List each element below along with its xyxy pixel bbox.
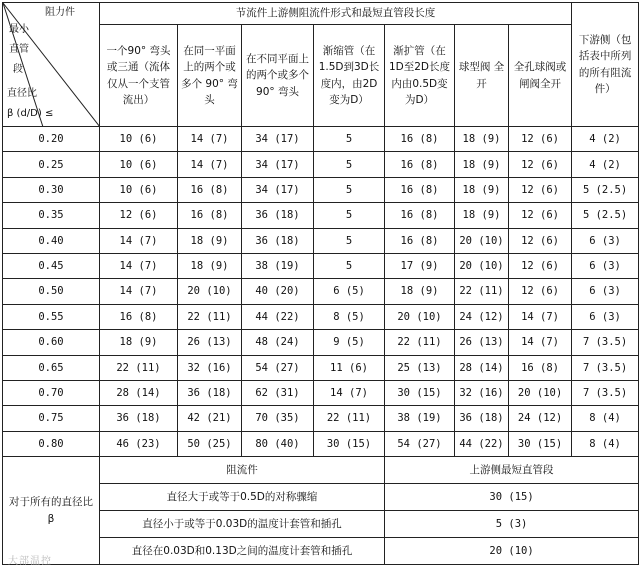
value-cell: 16 (8)	[385, 127, 455, 152]
value-cell: 9 (5)	[314, 330, 385, 355]
value-cell: 12 (6)	[509, 152, 572, 177]
value-cell: 5	[314, 203, 385, 228]
value-cell: 26 (13)	[455, 330, 509, 355]
value-cell: 18 (9)	[455, 152, 509, 177]
value-cell: 10 (6)	[100, 127, 178, 152]
table-row	[3, 177, 639, 202]
value-cell: 30 (15)	[509, 431, 572, 456]
value-cell: 12 (6)	[509, 127, 572, 152]
straight-pipe-table	[2, 2, 639, 565]
value-cell: 24 (12)	[455, 304, 509, 329]
value-cell: 20 (10)	[178, 279, 242, 304]
value-cell: 11 (6)	[314, 355, 385, 380]
value-cell: 4 (2)	[572, 152, 639, 177]
value-cell: 4 (2)	[572, 127, 639, 152]
value-cell: 16 (8)	[385, 177, 455, 202]
value-cell: 18 (9)	[455, 203, 509, 228]
beta-cell: 0.75	[3, 406, 100, 431]
value-cell: 12 (6)	[509, 279, 572, 304]
value-cell: 20 (10)	[455, 228, 509, 253]
value-cell: 5 (2.5)	[572, 203, 639, 228]
corner-label-beta: β (d/D) ≤	[7, 108, 54, 119]
beta-cell: 0.40	[3, 228, 100, 253]
value-cell: 12 (6)	[509, 203, 572, 228]
beta-cell: 0.45	[3, 253, 100, 278]
beta-cell: 0.30	[3, 177, 100, 202]
value-cell: 17 (9)	[385, 253, 455, 278]
value-cell: 16 (8)	[100, 304, 178, 329]
value-cell: 18 (9)	[178, 253, 242, 278]
value-cell: 12 (6)	[509, 253, 572, 278]
value-cell: 34 (17)	[242, 127, 314, 152]
value-cell: 36 (18)	[100, 406, 178, 431]
value-cell: 14 (7)	[509, 330, 572, 355]
value-cell: 14 (7)	[100, 228, 178, 253]
value-cell: 20 (10)	[455, 253, 509, 278]
value-cell: 28 (14)	[100, 380, 178, 405]
value-cell: 5	[314, 177, 385, 202]
value-cell: 18 (9)	[455, 177, 509, 202]
value-cell: 14 (7)	[178, 127, 242, 152]
table-row	[3, 330, 639, 355]
table-row	[3, 127, 639, 152]
value-cell: 14 (7)	[509, 304, 572, 329]
value-cell: 34 (17)	[242, 177, 314, 202]
value-cell: 14 (7)	[100, 279, 178, 304]
value-cell: 24 (12)	[509, 406, 572, 431]
beta-cell: 0.20	[3, 127, 100, 152]
value-cell: 6 (3)	[572, 304, 639, 329]
bottom-value: 30 (15)	[385, 484, 639, 511]
col-header-6: 球型阀 全开	[455, 25, 509, 127]
value-cell: 25 (13)	[385, 355, 455, 380]
value-cell: 16 (8)	[178, 203, 242, 228]
value-cell: 5	[314, 152, 385, 177]
bottom-item: 直径大于或等于0.5D的对称骤缩	[100, 484, 385, 511]
value-cell: 10 (6)	[100, 177, 178, 202]
beta-cell: 0.65	[3, 355, 100, 380]
value-cell: 36 (18)	[178, 380, 242, 405]
value-cell: 22 (11)	[100, 355, 178, 380]
value-cell: 34 (17)	[242, 152, 314, 177]
value-cell: 7 (3.5)	[572, 355, 639, 380]
col-header-3: 在不同平面上的两个或多个 90° 弯头	[242, 25, 314, 127]
table-row	[3, 203, 639, 228]
value-cell: 22 (11)	[455, 279, 509, 304]
value-cell: 32 (16)	[455, 380, 509, 405]
value-cell: 18 (9)	[455, 127, 509, 152]
table-row	[3, 304, 639, 329]
value-cell: 8 (5)	[314, 304, 385, 329]
value-cell: 32 (16)	[178, 355, 242, 380]
downstream-header: 下游侧（包括表中所列的所有阻流件）	[572, 3, 639, 127]
value-cell: 18 (9)	[100, 330, 178, 355]
value-cell: 50 (25)	[178, 431, 242, 456]
corner-label-obstruction: 阻力件	[45, 7, 75, 18]
value-cell: 54 (27)	[242, 355, 314, 380]
corner-label-min: 最小	[9, 24, 29, 35]
beta-cell: 0.50	[3, 279, 100, 304]
value-cell: 20 (10)	[509, 380, 572, 405]
col-header-4: 渐缩管（在1.5D到3D长度内，由2D变为D）	[314, 25, 385, 127]
value-cell: 12 (6)	[509, 177, 572, 202]
value-cell: 18 (9)	[178, 228, 242, 253]
table-row	[3, 253, 639, 278]
value-cell: 54 (27)	[385, 431, 455, 456]
value-cell: 6 (5)	[314, 279, 385, 304]
bottom-header-min-straight: 上游侧最短直管段	[385, 457, 639, 484]
value-cell: 36 (18)	[455, 406, 509, 431]
value-cell: 5 (2.5)	[572, 177, 639, 202]
value-cell: 22 (11)	[178, 304, 242, 329]
corner-label-straight: 直管	[9, 44, 29, 55]
value-cell: 6 (3)	[572, 228, 639, 253]
bottom-header-obstruction: 阻流件	[100, 457, 385, 484]
value-cell: 5	[314, 228, 385, 253]
value-cell: 36 (18)	[242, 203, 314, 228]
value-cell: 16 (8)	[178, 177, 242, 202]
value-cell: 18 (9)	[385, 279, 455, 304]
value-cell: 22 (11)	[385, 330, 455, 355]
table-row	[3, 406, 639, 431]
beta-cell: 0.80	[3, 431, 100, 456]
table-row	[3, 152, 639, 177]
table-row	[3, 431, 639, 456]
value-cell: 44 (22)	[242, 304, 314, 329]
value-cell: 16 (8)	[385, 152, 455, 177]
value-cell: 80 (40)	[242, 431, 314, 456]
value-cell: 62 (31)	[242, 380, 314, 405]
value-cell: 14 (7)	[178, 152, 242, 177]
value-cell: 30 (15)	[385, 380, 455, 405]
value-cell: 42 (21)	[178, 406, 242, 431]
value-cell: 7 (3.5)	[572, 330, 639, 355]
bottom-value: 5 (3)	[385, 511, 639, 538]
value-cell: 16 (8)	[385, 203, 455, 228]
value-cell: 10 (6)	[100, 152, 178, 177]
bottom-item: 直径小于或等于0.03D的温度计套管和插孔	[100, 511, 385, 538]
value-cell: 6 (3)	[572, 253, 639, 278]
value-cell: 28 (14)	[455, 355, 509, 380]
bottom-item: 直径在0.03D和0.13D之间的温度计套管和插孔	[100, 538, 385, 565]
beta-cell: 0.25	[3, 152, 100, 177]
value-cell: 6 (3)	[572, 279, 639, 304]
table-row	[3, 228, 639, 253]
data-rows	[3, 127, 639, 457]
value-cell: 30 (15)	[314, 431, 385, 456]
value-cell: 44 (22)	[455, 431, 509, 456]
value-cell: 12 (6)	[509, 228, 572, 253]
value-cell: 16 (8)	[509, 355, 572, 380]
beta-cell: 0.70	[3, 380, 100, 405]
col-header-2: 在同一平面上的两个或多个 90° 弯头	[178, 25, 242, 127]
value-cell: 38 (19)	[242, 253, 314, 278]
corner-header-cell	[3, 3, 100, 127]
value-cell: 14 (7)	[100, 253, 178, 278]
table-row	[3, 380, 639, 405]
value-cell: 16 (8)	[385, 228, 455, 253]
value-cell: 7 (3.5)	[572, 380, 639, 405]
value-cell: 22 (11)	[314, 406, 385, 431]
value-cell: 14 (7)	[314, 380, 385, 405]
beta-cell: 0.60	[3, 330, 100, 355]
value-cell: 36 (18)	[242, 228, 314, 253]
bottom-left-label: 对于所有的直径比 β	[3, 457, 100, 565]
table-row	[3, 355, 639, 380]
value-cell: 40 (20)	[242, 279, 314, 304]
value-cell: 20 (10)	[385, 304, 455, 329]
main-title: 节流件上游侧阻流件形式和最短直管段长度	[100, 3, 572, 25]
corner-label-section: 段	[13, 64, 23, 75]
value-cell: 8 (4)	[572, 406, 639, 431]
value-cell: 5	[314, 253, 385, 278]
bottom-value: 20 (10)	[385, 538, 639, 565]
col-header-5: 渐扩管（在1D至2D长度内由0.5D变为D）	[385, 25, 455, 127]
col-header-7: 全孔球阀或 闸阀全开	[509, 25, 572, 127]
value-cell: 26 (13)	[178, 330, 242, 355]
value-cell: 8 (4)	[572, 431, 639, 456]
table-row	[3, 279, 639, 304]
value-cell: 5	[314, 127, 385, 152]
value-cell: 46 (23)	[100, 431, 178, 456]
value-cell: 12 (6)	[100, 203, 178, 228]
corner-label-ratio: 直径比	[7, 88, 37, 99]
col-header-1: 一个90° 弯头或三通（流体仅从一个支管流出）	[100, 25, 178, 127]
beta-cell: 0.55	[3, 304, 100, 329]
value-cell: 70 (35)	[242, 406, 314, 431]
document-page	[2, 2, 638, 571]
value-cell: 38 (19)	[385, 406, 455, 431]
watermark-text: 大部温控	[8, 556, 52, 567]
value-cell: 48 (24)	[242, 330, 314, 355]
beta-cell: 0.35	[3, 203, 100, 228]
